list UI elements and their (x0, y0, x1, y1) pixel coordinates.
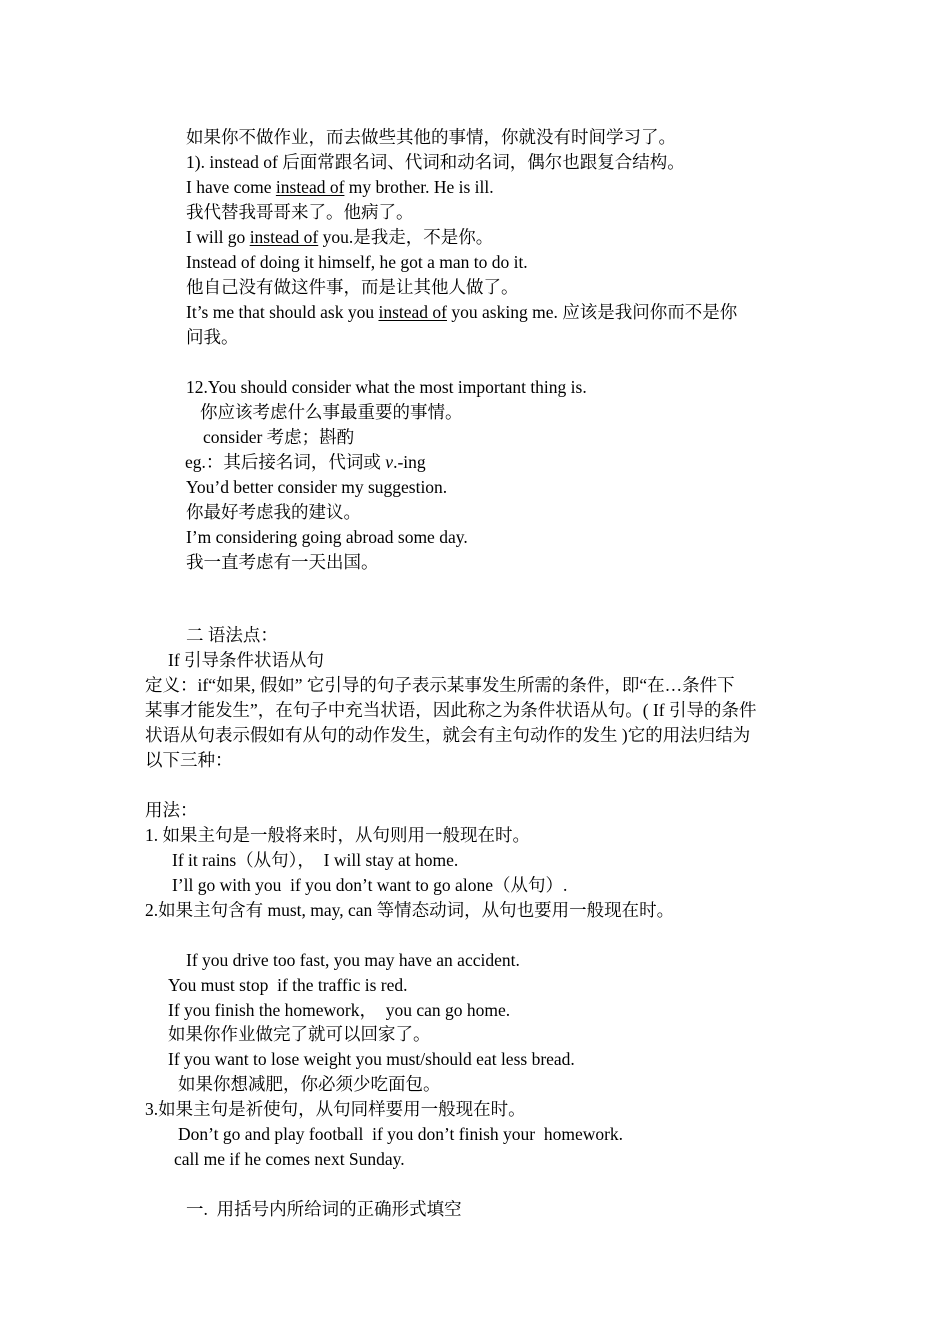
grammar-heading: 二 语法点： (186, 625, 278, 645)
example-sentence: You’d better consider my suggestion. (186, 477, 448, 497)
example-sentence: call me if he comes next Sunday. (174, 1149, 405, 1169)
example-translation: 他自己没有做这件事，而是让其他人做了。 (186, 277, 519, 297)
example-sentence: I’ll go with you if you don’t want to go alone（从句）. (172, 875, 568, 895)
example-sentence: If you want to lose weight you must/should eat less bread. (168, 1049, 575, 1069)
point-instead-of: 1). instead of 后面常跟名词、代词和动名词，偶尔也跟复合结构。 (186, 152, 685, 172)
example-sentence: I’m considering going abroad some day. (186, 527, 468, 547)
exercise-heading: 一. 用括号内所给词的正确形式填空 (186, 1199, 462, 1219)
sentence-heading: 12.You should consider what the most important thing is. (186, 377, 587, 397)
usage-label: 用法： (145, 800, 198, 820)
underlined-phrase: instead of (275, 177, 345, 197)
example-sentence: I have come instead of my brother. He is ill. (186, 177, 494, 197)
word-definition: consider 考虑；斟酌 (203, 427, 355, 447)
paragraph-line: 如果你不做作业，而去做些其他的事情，你就没有时间学习了。 (186, 127, 676, 147)
usage-note: eg.：其后接名词，代词或 v.-ing (185, 452, 426, 472)
example-translation: 你最好考虑我的建议。 (186, 502, 361, 522)
example-translation: 问我。 (186, 327, 239, 347)
example-sentence: Don’t go and play football if you don’t finish your homework. (178, 1124, 624, 1144)
definition-line: 状语从句表示假如有从句的动作发生，就会有主句动作的发生 )它的用法归结为 (145, 725, 751, 745)
definition-line: 某事才能发生”，在句子中充当状语，因此称之为条件状语从句。( If 引导的条件 (145, 700, 757, 720)
example-translation: 我代替我哥哥来了。他病了。 (186, 202, 414, 222)
example-sentence: I will go instead of you.是我走，不是你。 (186, 227, 494, 247)
example-sentence: If it rains（从句）， I will stay at home. (172, 850, 459, 870)
grammar-subheading: If 引导条件状语从句 (168, 650, 325, 670)
example-sentence: You must stop if the traffic is red. (168, 975, 408, 995)
example-sentence: Instead of doing it himself, he got a man to do it. (186, 252, 528, 272)
example-translation: 我一直考虑有一天出国。 (186, 552, 379, 572)
definition-line: 以下三种： (145, 750, 233, 770)
example-translation: 如果你作业做完了就可以回家了。 (168, 1024, 431, 1044)
rule-1: 1. 如果主句是一般将来时，从句则用一般现在时。 (145, 825, 530, 845)
underlined-phrase: instead of (378, 302, 448, 322)
sentence-translation: 你应该考虑什么事最重要的事情。 (200, 402, 463, 422)
definition-line: 定义：if“如果, 假如” 它引导的句子表示某事发生所需的条件，即“在…条件下 (145, 675, 735, 695)
underlined-phrase: instead of (249, 227, 319, 247)
example-sentence: If you drive too fast, you may have an accident. (186, 950, 520, 970)
rule-2: 2.如果主句含有 must, may, can 等情态动词，从句也要用一般现在时。 (145, 900, 675, 920)
example-sentence: It’s me that should ask you instead of you asking me. 应该是我问你而不是你 (186, 302, 738, 322)
example-translation: 如果你想减肥，你必须少吃面包。 (178, 1074, 441, 1094)
example-sentence: If you finish the homework， you can go home. (168, 1000, 511, 1020)
rule-3: 3.如果主句是祈使句，从句同样要用一般现在时。 (145, 1099, 526, 1119)
